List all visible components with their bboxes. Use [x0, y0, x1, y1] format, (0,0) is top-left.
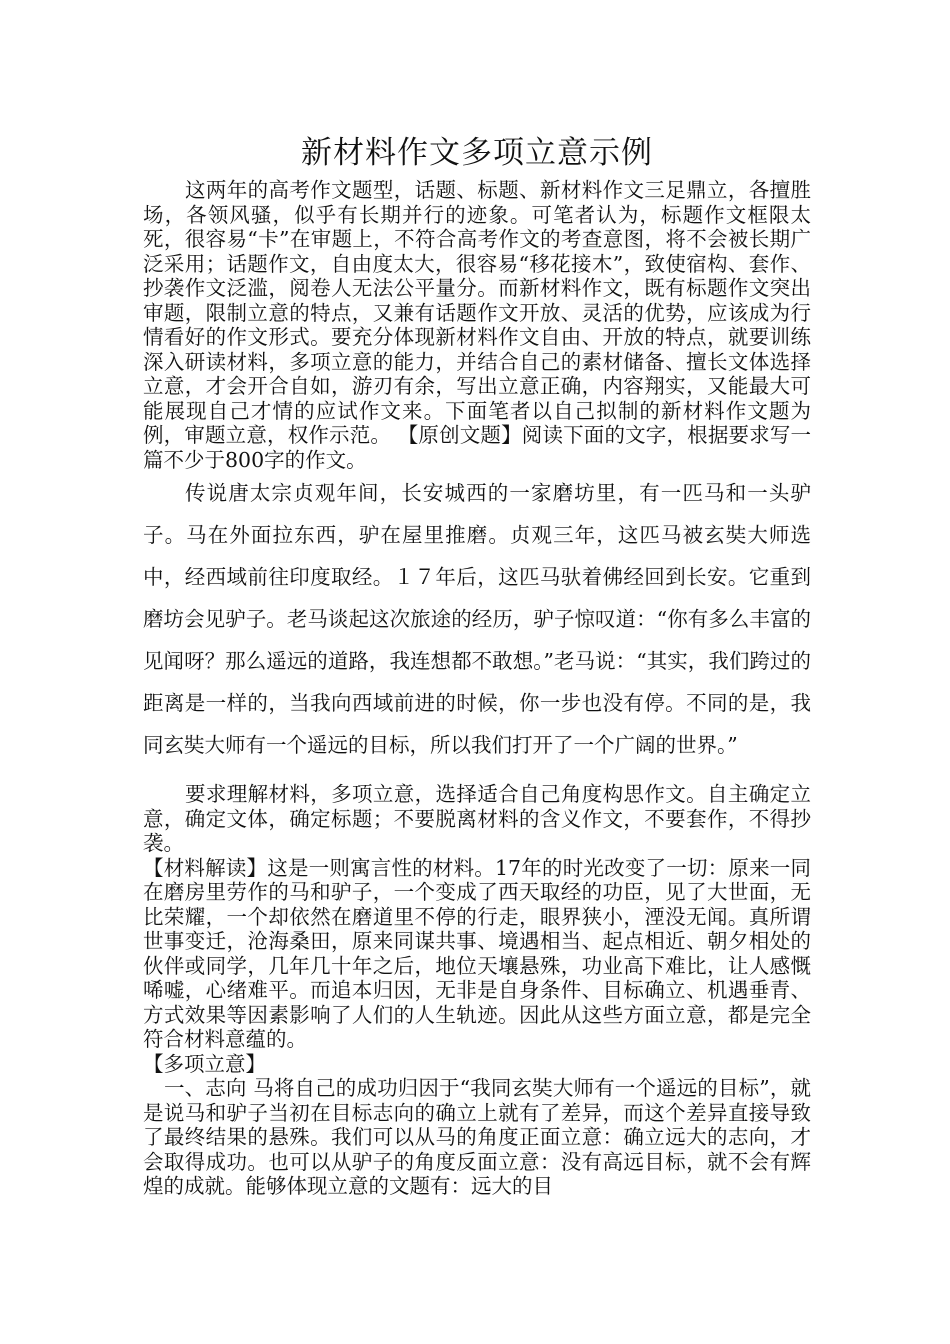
analysis-paragraph: 【材料解读】这是一则寓言性的材料。17年的时光改变了一切：原来一同在磨房里劳作的马和驴子，一个变成了西天取经的功臣，见了大世面，无比荣耀，一个却依然在磨道里不停的行走，眼界狭小，湮没无闻。真所谓世事变迁，沧海桑田，原来同谋共事、境遇相当、起点相近、朝夕相处的伙伴或同学，几年几十年之后，地位天壤悬殊，功业高下难比，让人感慨唏嘘，心绪难平。而追本归因，无非是自身条件、目标确立、机遇垂青、方式效果等因素影响了人们的人生轨迹。因此从这些方面立意，都是完全符合材料意蕴的。 [143, 855, 811, 1051]
document-title: 新材料作文多项立意示例 [301, 135, 653, 171]
document-page [143, 128, 811, 1199]
requirement-paragraph: 要求理解材料，多项立意，选择适合自己角度构思作文。自主确定立意，确定文体，确定标题；不要脱离材料的含义作文，不要套作，不得抄袭。 [143, 782, 811, 855]
intro-paragraph: 这两年的高考作文题型，话题、标题、新材料作文三足鼎立，各擅胜场，各领风骚，似乎有长期并行的迹象。可笔者认为，标题作文框限太死，很容易“卡”在审题上，不符合高考作文的考查意图，将不会被长期广泛采用；话题作文，自由度太大，很容易“移花接木”，致使宿构、套作、抄袭作文泛滥，阅卷人无法公平量分。而新材料作文，既有标题作文突出审题，限制立意的特点，又兼有话题作文开放、灵活的优势，应该成为行情看好的作文形式。要充分体现新材料作文自由、开放的特点，就要训练深入研读材料，多项立意的能力，并结合自己的素材储备、擅长文体选择立意，才会开合自如，游刃有余，写出立意正确，内容翔实，又能最大可能展现自己才情的应试作文来。下面笔者以自己拟制的新材料作文题为例，审题立意，权作示范。 【原创文题】阅读下面的文字，根据要求写一篇不少于800字的作文。 [143, 178, 811, 472]
story-paragraph: 传说唐太宗贞观年间，长安城西的一家磨坊里，有一匹马和一头驴子。马在外面拉东西，驴在屋里推磨。贞观三年，这匹马被玄奘大师选中，经西域前往印度取经。１７年后，这匹马驮着佛经回到长安。它重到磨坊会见驴子。老马谈起这次旅途的经历，驴子惊叹道：“你有多么丰富的见闻呀？那么遥远的道路，我连想都不敢想。”老马说：“其实，我们跨过的距离是一样的，当我向西域前进的时候，你一步也没有停。不同的是，我同玄奘大师有一个遥远的目标，所以我们打开了一个广阔的世界。” [143, 481, 811, 757]
section-heading: 【多项立意】 [143, 1051, 266, 1076]
point-one-paragraph: 一、志向 马将自己的成功归因于“我同玄奘大师有一个遥远的目标”，就是说马和驴子当初在目标志向的确立上就有了差异，而这个差异直接导致了最终结果的悬殊。我们可以从马的角度正面立意：确立远大的志向，才会取得成功。也可以从驴子的角度反面立意：没有高远目标，就不会有辉煌的成就。能够体现立意的文题有：远大的目 [143, 1076, 811, 1198]
